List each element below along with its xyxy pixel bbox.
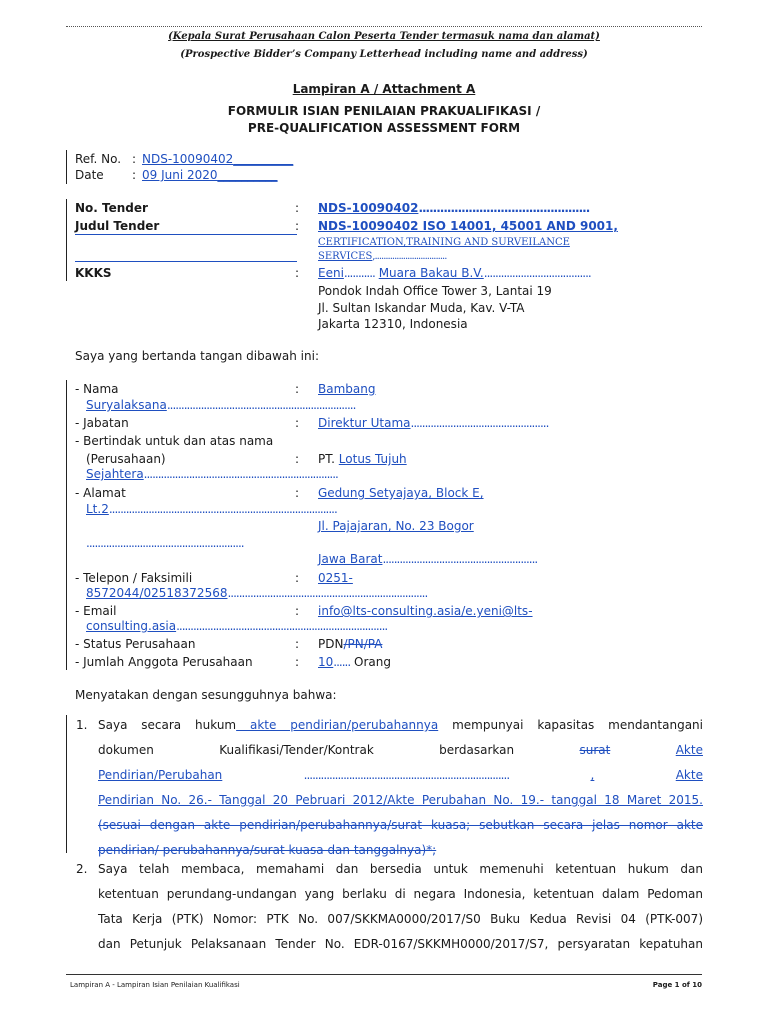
- telepon-value-2[interactable]: 8572044/02518372568.......................................................................: [86, 586, 428, 600]
- judul-tender-value-1[interactable]: NDS-10090402 ISO 14001, 45001 AND 9001,: [318, 219, 618, 233]
- jabatan-value[interactable]: Direktur Utama.................................................: [318, 416, 549, 430]
- form-title-en: PRE-QUALIFICATION ASSESSMENT FORM: [247, 121, 521, 135]
- email-value-1[interactable]: info@lts-consulting.asia/e.yeni@lts-: [318, 604, 533, 618]
- form-title-id: FORMULIR ISIAN PENILAIAN PRAKUALIFIKASI /: [227, 104, 541, 118]
- statement-text: Menyatakan dengan sesungguhnya bahwa:: [75, 688, 337, 702]
- ref-colon: :: [132, 152, 137, 166]
- perusahaan-colon: :: [295, 452, 300, 466]
- kkks-value[interactable]: Eeni........... Muara Bakau B.V.......................................: [318, 266, 591, 280]
- margin-bar: [66, 199, 67, 281]
- alamat-value-1[interactable]: Gedung Setyajaya, Block E,: [318, 486, 484, 500]
- perusahaan-value-1[interactable]: PT. Lotus Tujuh: [318, 452, 407, 466]
- item-1-line-3: Pendirian/Perubahan ......................................................................... , Akte: [98, 768, 703, 782]
- intro-text: Saya yang bertanda tangan dibawah ini:: [75, 349, 319, 363]
- alamat-label: - Alamat: [75, 486, 126, 500]
- no-tender-value[interactable]: NDS-10090402................................................: [318, 201, 590, 215]
- item-1-number: 1.: [76, 718, 88, 732]
- email-value-2[interactable]: consulting.asia...........................................................................: [86, 619, 388, 633]
- perusahaan-value-2[interactable]: Sejahtera.....................................................................: [86, 467, 338, 481]
- bertindak-label: - Bertindak untuk dan atas nama: [75, 434, 274, 448]
- nama-value-2[interactable]: Suryalaksana...................................................................: [86, 398, 356, 412]
- jabatan-label: - Jabatan: [75, 416, 129, 430]
- letterhead-note-id: (Kepala Surat Perusahaan Calon Peserta Tender termasuk nama dan alamat): [168, 31, 600, 42]
- telepon-value-1[interactable]: 0251-: [318, 571, 353, 585]
- telepon-colon: :: [295, 571, 300, 585]
- nama-value-1[interactable]: Bambang: [318, 382, 376, 396]
- item-1-line-5: (sesuai dengan akte pendirian/perubahannya/surat kuasa; sebutkan secara jelas nomor akte: [98, 818, 703, 832]
- item-1-line-1: Saya secara hukum akte pendirian/perubahannya mempunyai kapasitas mendantangani: [98, 718, 703, 732]
- footer-divider: [66, 974, 702, 975]
- status-label: - Status Perusahaan: [75, 637, 196, 651]
- email-label: - Email: [75, 604, 117, 618]
- kkks-colon: :: [295, 266, 300, 280]
- ref-value[interactable]: NDS-10090402__________: [142, 152, 294, 166]
- nama-colon: :: [295, 382, 300, 396]
- alamat-dots: ........................................................: [86, 536, 244, 550]
- perusahaan-label: (Perusahaan): [86, 452, 166, 466]
- status-colon: :: [295, 637, 300, 651]
- date-colon: :: [132, 168, 137, 182]
- kkks-label: KKKS: [75, 266, 112, 280]
- judul-tender-colon: :: [295, 219, 300, 233]
- item-1-line-6: pendirian/ perubahannya/surat kuasa dan tanggalnya)*;: [98, 843, 437, 857]
- judul-tender-value-3[interactable]: SERVICES,.................................: [318, 251, 447, 262]
- item-2-number: 2.: [76, 862, 88, 876]
- letterhead-note-en: (Prospective Bidder’s Company Letterhead including name and address): [180, 49, 588, 60]
- margin-bar: [66, 150, 67, 184]
- item-2-line-1: Saya telah membaca, memahami dan bersedia untuk memenuhi ketentuan hukum dan: [98, 862, 703, 876]
- kkks-address-2: Jl. Sultan Iskandar Muda, Kav. V-TA: [318, 301, 525, 315]
- telepon-label: - Telepon / Faksimili: [75, 571, 193, 585]
- alamat-value-4[interactable]: Jawa Barat.......................................................: [318, 552, 538, 566]
- item-1-line-2: dokumen Kualifikasi/Tender/Kontrak berdasarkan surat Akte: [98, 743, 703, 757]
- margin-bar: [66, 715, 67, 853]
- nama-label: - Nama: [75, 382, 119, 396]
- jumlah-value[interactable]: 10...... Orang: [318, 655, 391, 669]
- item-2-line-4: dan Petunjuk Pelaksanaan Tender No. EDR-0167/SKKMH0000/2017/S7, persyaratan kepatuhan: [98, 937, 703, 951]
- margin-bar: [66, 380, 67, 670]
- item-1-line-4: Pendirian No. 26.- Tanggal 20 Pebruari 2012/Akte Perubahan No. 19.- tanggal 18 Maret 2015.: [98, 793, 703, 807]
- item-2-line-3: Tata Kerja (PTK) Nomor: PTK No. 007/SKKMA0000/2017/S0 Buku Kedua Revisi 04 (PTK-007): [98, 912, 703, 926]
- jumlah-label: - Jumlah Anggota Perusahaan: [75, 655, 253, 669]
- alamat-colon: :: [295, 486, 300, 500]
- judul-tender-value-2[interactable]: CERTIFICATION,TRAINING AND SURVEILANCE: [318, 237, 570, 248]
- jumlah-colon: :: [295, 655, 300, 669]
- ref-label: Ref. No.: [75, 152, 122, 166]
- date-label: Date: [75, 168, 104, 182]
- alamat-value-2[interactable]: Lt.2.................................................................................: [86, 502, 337, 516]
- footer-left: Lampiran A - Lampiran Isian Penilaian Kualifikasi: [70, 981, 240, 989]
- date-value[interactable]: 09 Juni 2020__________: [142, 168, 278, 182]
- jabatan-colon: :: [295, 416, 300, 430]
- item-2-line-2: ketentuan perundang-undangan yang berlaku di negara Indonesia, ketentuan dalam Pedoman: [98, 887, 703, 901]
- email-colon: :: [295, 604, 300, 618]
- judul-tender-underline: [75, 249, 297, 262]
- no-tender-colon: :: [295, 201, 300, 215]
- kkks-address-3: Jakarta 12310, Indonesia: [318, 317, 468, 331]
- kkks-address-1: Pondok Indah Office Tower 3, Lantai 19: [318, 284, 552, 298]
- status-value[interactable]: PDN/PN/PA: [318, 637, 383, 651]
- no-tender-label: No. Tender: [75, 201, 148, 215]
- alamat-value-3[interactable]: Jl. Pajajaran, No. 23 Bogor: [318, 519, 474, 533]
- attachment-title: Lampiran A / Attachment A: [292, 82, 476, 96]
- header-dotted-line: [66, 26, 702, 27]
- judul-tender-label: Judul Tender: [75, 219, 297, 235]
- page-number: Page 1 of 10: [652, 981, 702, 989]
